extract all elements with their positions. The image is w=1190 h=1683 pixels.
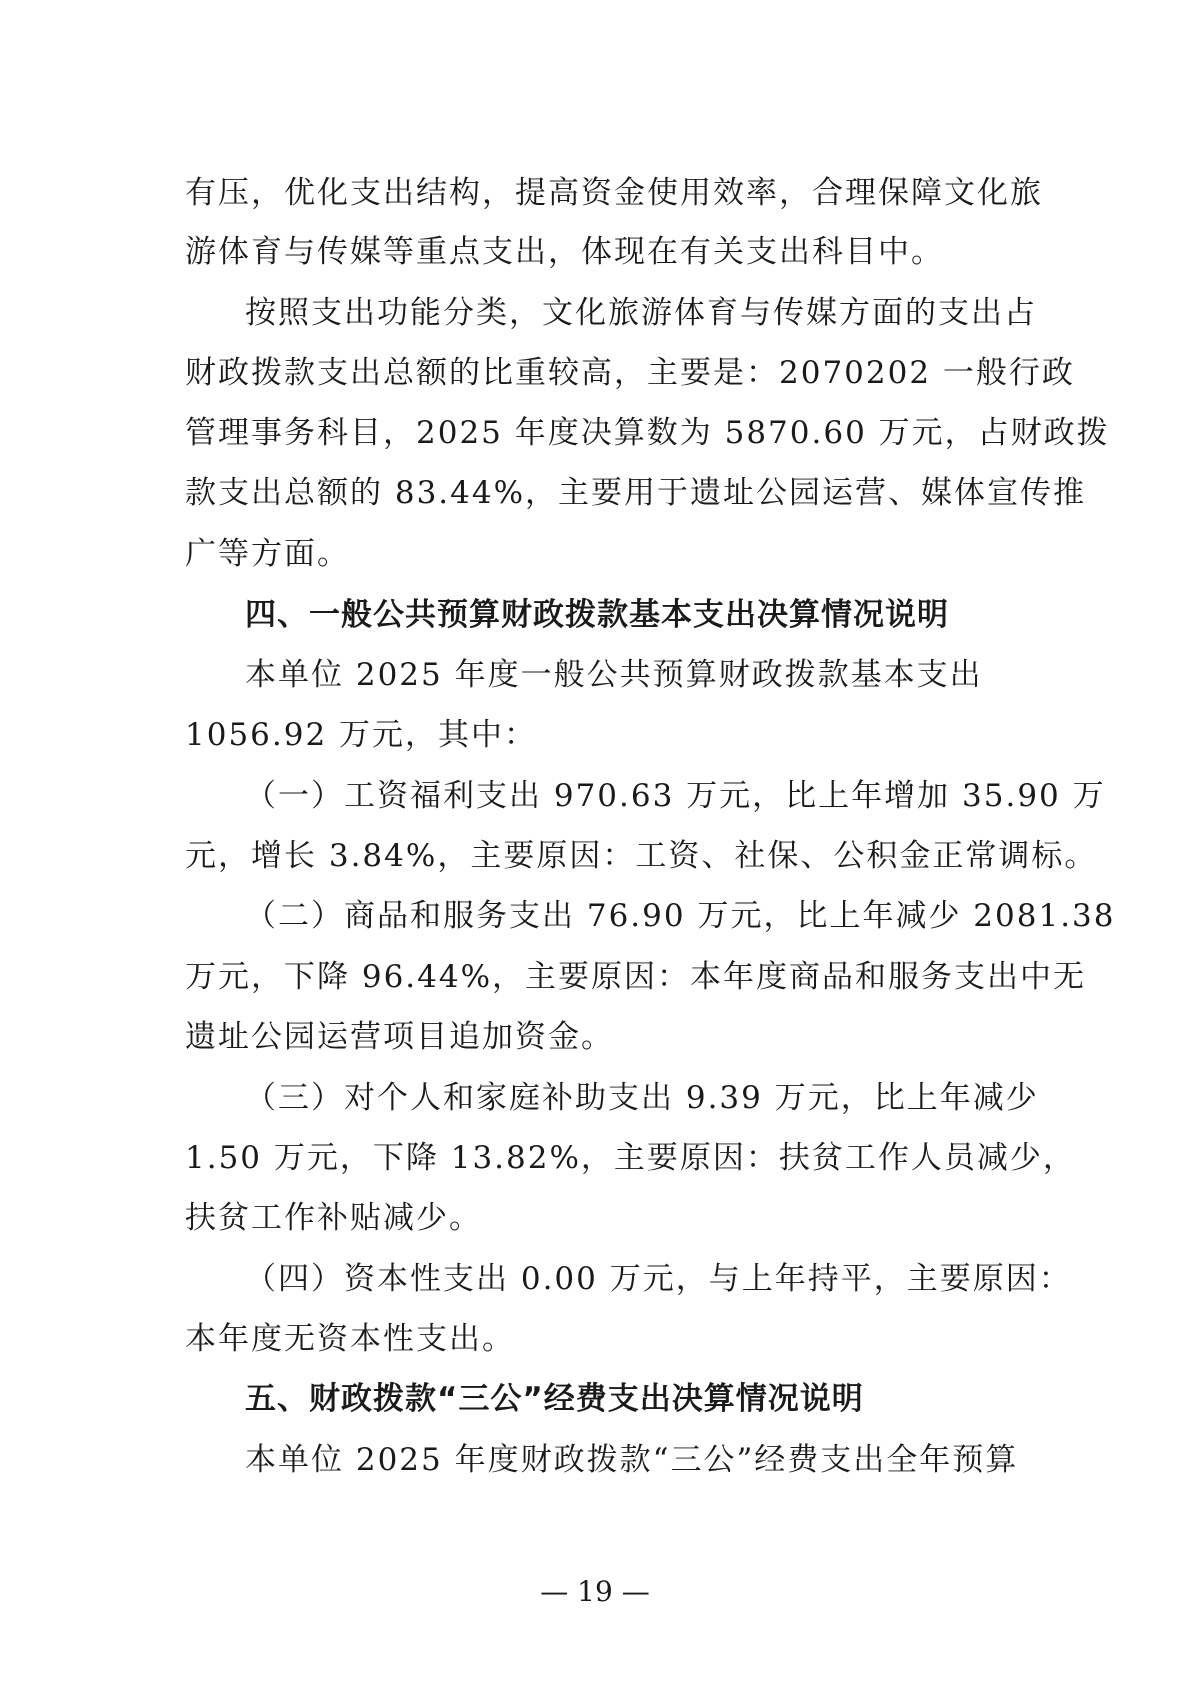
body-text-line: 本年度无资本性支出。 <box>185 1321 515 1357</box>
body-text-line: （三）对个人和家庭补助支出 9.39 万元，比上年减少 <box>245 1080 1039 1116</box>
body-text-line: （二）商品和服务支出 76.90 万元，比上年减少 2081.38 <box>245 898 1116 934</box>
body-text-line: 1056.92 万元，其中： <box>185 717 538 753</box>
body-text-line: 有压，优化支出结构，提高资金使用效率，合理保障文化旅 <box>185 175 1043 211</box>
body-text-line: 本单位 2025 年度一般公共预算财政拨款基本支出 <box>245 657 983 693</box>
body-text-line: 广等方面。 <box>185 536 350 572</box>
section-heading-5: 五、财政拨款“三公”经费支出决算情况说明 <box>245 1381 864 1417</box>
page-number: — 19 — <box>540 1575 650 1608</box>
body-text-line: 扶贫工作补贴减少。 <box>185 1200 482 1236</box>
body-text-line: 1.50 万元，下降 13.82%，主要原因：扶贫工作人员减少， <box>185 1140 1076 1176</box>
body-text-line: 财政拨款支出总额的比重较高，主要是：2070202 一般行政 <box>185 355 1075 391</box>
section-heading-4: 四、一般公共预算财政拨款基本支出决算情况说明 <box>245 597 949 633</box>
body-text-line: 管理事务科目，2025 年度决算数为 5870.60 万元，占财政拨 <box>185 415 1110 451</box>
body-text-line: （一）工资福利支出 970.63 万元，比上年增加 35.90 万 <box>245 778 1106 814</box>
body-text-line: 遗址公园运营项目追加资金。 <box>185 1019 614 1055</box>
body-text-line: 元，增长 3.84%，主要原因：工资、社保、公积金正常调标。 <box>185 838 1098 874</box>
body-text-line: 万元，下降 96.44%，主要原因：本年度商品和服务支出中无 <box>185 959 1087 995</box>
body-text-line: （四）资本性支出 0.00 万元，与上年持平，主要原因： <box>245 1261 1072 1297</box>
body-text-line: 游体育与传媒等重点支出，体现在有关支出科目中。 <box>185 234 944 270</box>
body-text-line: 按照支出功能分类，文化旅游体育与传媒方面的支出占 <box>245 295 1037 331</box>
body-text-line: 本单位 2025 年度财政拨款“三公”经费支出全年预算 <box>245 1442 1019 1478</box>
body-text-line: 款支出总额的 83.44%，主要用于遗址公园运营、媒体宣传推 <box>185 475 1087 511</box>
